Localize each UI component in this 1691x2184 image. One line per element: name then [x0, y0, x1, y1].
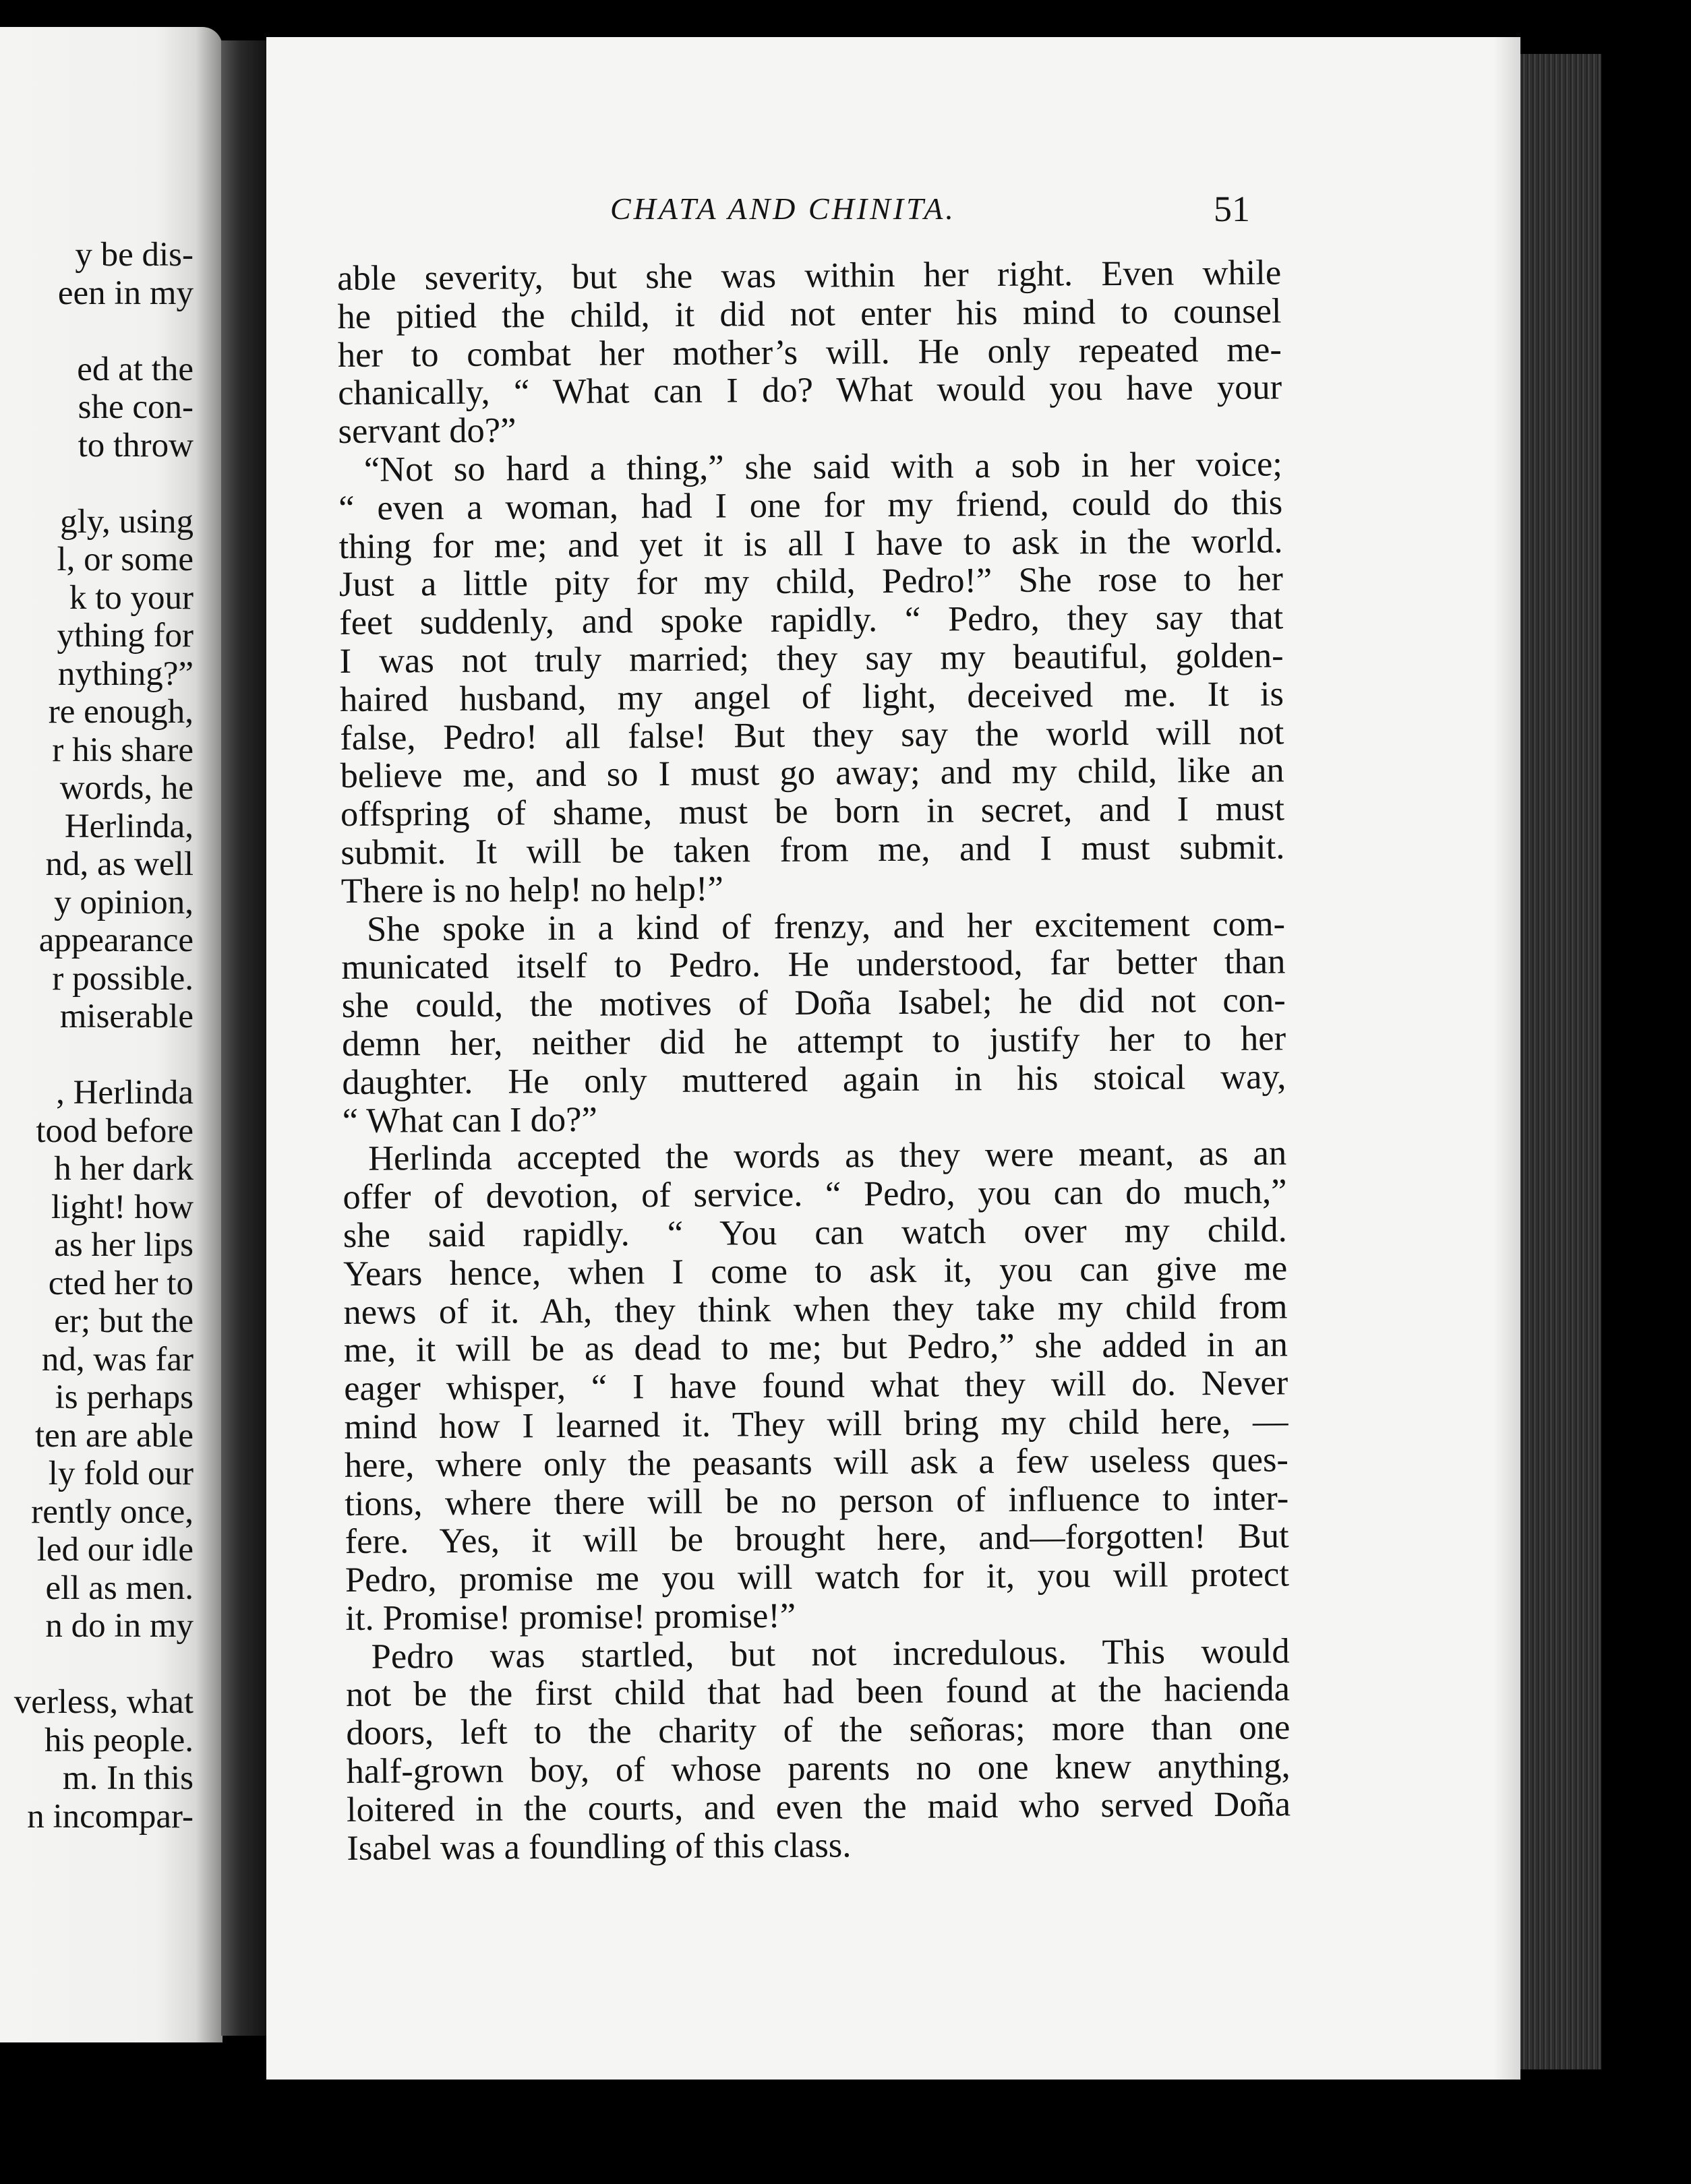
text-line: Herlinda accepted the words as they were meant, as an	[367, 1133, 1287, 1179]
text-line: offer of devotion, of service. “ Pedro, you can do much,”	[343, 1172, 1287, 1217]
left-page-line: ten are able	[34, 1416, 194, 1455]
text-line: false, Pedro! all false! But they say the world will not	[340, 712, 1284, 758]
left-page-line: nd, was far	[41, 1340, 194, 1378]
page-number: 51	[1214, 189, 1250, 229]
left-page-line: m. In this	[62, 1759, 194, 1797]
running-head: CHATA AND CHINITA.	[610, 191, 956, 226]
left-page-line: rently once,	[31, 1492, 194, 1531]
left-page-line: l, or some	[57, 541, 194, 578]
text-line: she could, the motives of Doña Isabel; he did not con-	[341, 980, 1286, 1026]
left-page-line: his people.	[44, 1721, 194, 1759]
left-page	[0, 27, 222, 2042]
left-page-line: cted her to	[48, 1264, 194, 1302]
text-line: eager whisper, “ I have found what they will do. Never	[344, 1363, 1288, 1409]
left-page-line: she con-	[78, 388, 194, 426]
left-page-line: h her dark	[54, 1150, 194, 1188]
text-line: municated itself to Pedro. He understood, far better than	[341, 942, 1286, 988]
text-line: news of it. Ah, they think when they take my child from	[343, 1286, 1288, 1332]
text-line: daughter. He only muttered again in his stoical way,	[342, 1057, 1286, 1102]
page-edges	[1520, 54, 1601, 2069]
left-page-line: tood before	[36, 1112, 194, 1150]
text-line: feet suddenly, and spoke rapidly. “ Pedro, they say that	[339, 597, 1284, 643]
text-line: She spoke in a kind of frenzy, and her excitement com-	[366, 903, 1286, 949]
text-line: it. Promise! promise! promise!”	[345, 1596, 796, 1638]
text-line: doors, left to the charity of the señoras; more than one	[346, 1707, 1290, 1753]
left-page-line: miserable	[59, 998, 194, 1035]
text-line: he pitied the child, it did not enter his mind to counsel	[337, 291, 1282, 336]
text-line: believe me, and so I must go away; and my child, like an	[340, 750, 1284, 796]
text-line: Pedro was startled, but not incredulous. This would	[371, 1631, 1290, 1676]
left-page-gap	[0, 312, 222, 351]
left-page-gap	[0, 464, 222, 503]
left-page-line: y be dis-	[75, 236, 194, 274]
text-line: she said rapidly. “ You can watch over my child.	[343, 1210, 1287, 1255]
left-page-line: words, he	[59, 769, 194, 807]
text-line: mind how I learned it. They will bring my child here, —	[344, 1401, 1288, 1447]
left-page-line: nd, as well	[45, 845, 194, 883]
text-line: tions, where there will be no person of influence to inter-	[345, 1478, 1289, 1523]
body-text	[337, 253, 1291, 1867]
left-page-line: light! how	[51, 1188, 194, 1226]
text-line: submit. It will be taken from me, and I must submit.	[340, 827, 1285, 872]
left-page-line: y opinion,	[54, 883, 194, 921]
text-line: Isabel was a foundling of this class.	[347, 1825, 852, 1868]
text-line: haired husband, my angel of light, deceived me. It is	[339, 674, 1284, 719]
text-line: her to combat her mother’s will. He only repeated me-	[337, 330, 1282, 375]
text-line: me, it will be as dead to me; but Pedro,” she added in an	[343, 1325, 1288, 1370]
left-page-line: is perhaps	[55, 1378, 194, 1416]
left-page-line: ell as men.	[45, 1569, 194, 1607]
text-line: Pedro, promise me you will watch for it, you will protect	[345, 1554, 1290, 1600]
text-line: offspring of shame, must be born in secret, and I must	[340, 789, 1285, 835]
text-line: fere. Yes, it will be brought here, and—forgotten! But	[345, 1516, 1289, 1562]
left-page-line: Herlinda,	[64, 807, 194, 845]
left-page-line: verless, what	[13, 1683, 194, 1721]
left-page-gap	[0, 1036, 222, 1074]
text-line: There is no help! no help!”	[340, 869, 723, 911]
left-page-line: gly, using	[60, 502, 194, 541]
left-page-line: as her lips	[54, 1226, 194, 1264]
left-page-line: ly fold our	[48, 1455, 194, 1492]
text-line: Just a little pity for my child, Pedro!” She rose to her	[338, 559, 1284, 605]
text-line: loitered in the courts, and even the maid who served Doña	[346, 1784, 1291, 1829]
right-page	[266, 37, 1520, 2080]
left-page-line: led our idle	[36, 1531, 194, 1569]
text-line: able severity, but she was within her right. Even while	[336, 253, 1282, 298]
left-page-line: ed at the	[77, 350, 194, 388]
text-line: not be the first child that had been found at the hacienda	[345, 1669, 1290, 1715]
left-page-line: n do in my	[45, 1607, 194, 1645]
left-page-line: er; but the	[54, 1302, 194, 1340]
page-header	[266, 191, 1520, 245]
left-page-line: appearance	[38, 921, 194, 959]
left-page-line: k to your	[69, 578, 194, 617]
text-line: chanically, “ What can I do? What would you have your	[338, 367, 1282, 413]
left-page-line: ything for	[57, 617, 194, 655]
text-line: “ even a woman, had I one for my friend, could do this	[338, 483, 1283, 528]
book-gutter	[221, 40, 268, 2036]
left-page-gap	[0, 1645, 222, 1684]
left-page-line: re enough,	[48, 693, 194, 731]
text-line: here, where only the peasants will ask a few useless ques-	[344, 1440, 1289, 1485]
text-line: servant do?”	[338, 411, 516, 452]
text-line: Years hence, when I come to ask it, you can give me	[343, 1248, 1288, 1294]
text-line: I was not truly married; they say my beautiful, golden-	[339, 636, 1284, 681]
text-line: demn her, neither did he attempt to justify her to her	[341, 1019, 1286, 1064]
left-page-text	[0, 236, 222, 1836]
left-page-line: nything?”	[57, 655, 194, 693]
left-page-line: r possible.	[52, 959, 194, 998]
left-page-line: to throw	[78, 426, 194, 464]
text-line: “Not so hard a thing,” she said with a sob in her voice;	[363, 444, 1283, 489]
left-page-line: n incompar-	[27, 1797, 194, 1836]
left-page-line: r his share	[52, 731, 194, 769]
text-line: half-grown boy, of whose parents no one knew anything,	[346, 1746, 1290, 1792]
left-page-line: een in my	[57, 274, 194, 312]
left-page-line: , Herlinda	[56, 1074, 194, 1112]
text-line: “ What can I do?”	[342, 1099, 597, 1141]
text-line: thing for me; and yet it is all I have to ask in the world.	[338, 521, 1283, 566]
